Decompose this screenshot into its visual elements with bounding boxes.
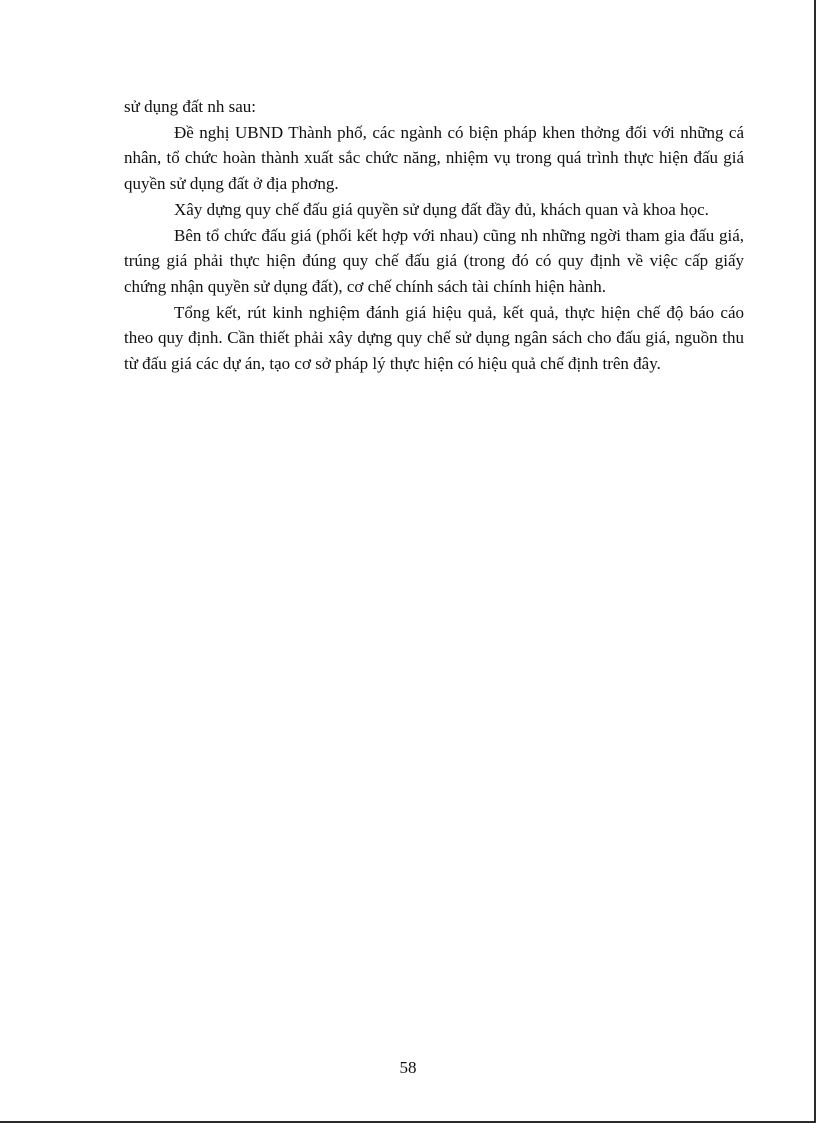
paragraph-commendation: Đề nghị UBND Thành phố, các ngành có biện pháp khen thởng đối với những cá nhân, tổ chức hoàn thành xuất sắc chức năng, nhiệm vụ trong quá trình thực hiện đấu giá quyền sử dụng đất ở địa phơng. (124, 122, 744, 194)
paragraph-continuation: sử dụng đất nh sau: (124, 97, 256, 116)
paragraph-auction-parties: Bên tổ chức đấu giá (phối kết hợp với nhau) cũng nh những ngời tham gia đấu giá, trúng giá phải thực hiện đúng quy chế đấu giá (trong đó có quy định về việc cấp giấy chứng nhận quyền sử dụng đất), cơ chế chính sách tài chính hiện hành. (124, 225, 744, 296)
body-text (124, 94, 744, 377)
paragraph-summary: Tổng kết, rút kinh nghiệm đánh giá hiệu quả, kết quả, thực hiện chế độ báo cáo theo quy định. Cần thiết phải xây dựng quy chế sử dụng ngân sách cho đấu giá, nguồn thu từ đấu giá các dự án, tạo cơ sở pháp lý thực hiện có hiệu quả chế định trên đây. (124, 302, 744, 374)
page-number: 58 (399, 1058, 417, 1077)
paragraph-regulation: Xây dựng quy chế đấu giá quyền sử dụng đất đầy đủ, khách quan và khoa học. (174, 199, 709, 219)
